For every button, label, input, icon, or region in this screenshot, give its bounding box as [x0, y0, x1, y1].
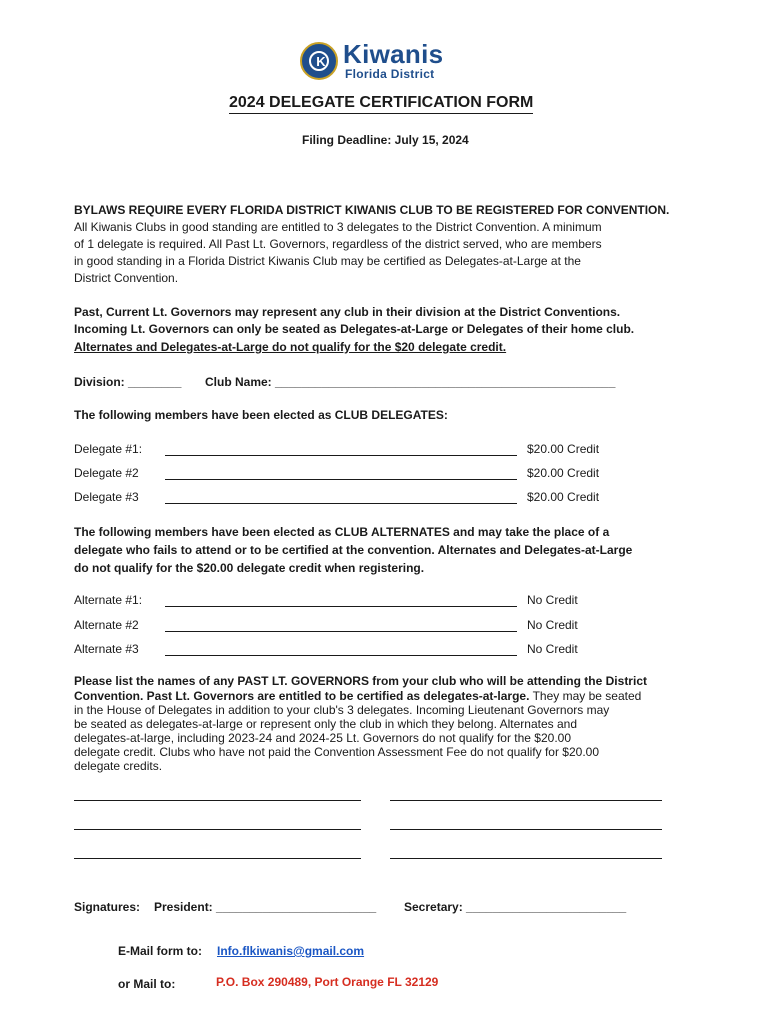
past-governors-line: delegate credit. Clubs who have not paid the Convention Assessment Fee do not qualify for $20.00 [74, 745, 599, 759]
past-governor-line-left-2[interactable] [74, 829, 361, 830]
bylaws-heading: BYLAWS REQUIRE EVERY FLORIDA DISTRICT KIWANIS CLUB TO BE REGISTERED FOR CONVENTION. [74, 203, 670, 217]
alternate-label: Alternate #1: [74, 593, 143, 607]
alternates-heading: delegate who fails to attend or to be certified at the convention. Alternates and Delegates-at-Large [74, 543, 633, 557]
past-governor-line-right-3[interactable] [390, 858, 662, 859]
kiwanis-emblem-icon [300, 42, 338, 80]
delegates-heading: The following members have been elected as CLUB DELEGATES: [74, 408, 448, 422]
logo-subtitle: Florida District [345, 67, 435, 81]
delegate-credit: $20.00 Credit [527, 466, 600, 480]
email-label: E-Mail form to: [118, 944, 202, 958]
filing-deadline: Filing Deadline: July 15, 2024 [302, 133, 469, 147]
emblem-letter: K [316, 54, 326, 69]
governors-line: Incoming Lt. Governors can only be seated as Delegates-at-Large or Delegates of their home club. [74, 322, 635, 336]
bylaws-line: District Convention. [74, 271, 179, 285]
delegate-credit: $20.00 Credit [527, 442, 600, 456]
bylaws-line: of 1 delegate is required. All Past Lt. Governors, regardless of the district served, who are members [74, 237, 602, 251]
delegate-credit: $20.00 Credit [527, 490, 600, 504]
past-governors-line [74, 689, 641, 703]
delegate-1-line[interactable] [165, 455, 517, 456]
signatures-label: Signatures: [74, 900, 141, 914]
form-title: 2024 DELEGATE CERTIFICATION FORM [229, 94, 533, 114]
mail-address: P.O. Box 290489, Port Orange FL 32129 [216, 975, 439, 989]
alternate-credit: No Credit [527, 642, 578, 656]
kiwanis-logo [300, 39, 470, 84]
past-governor-line-right-2[interactable] [390, 829, 662, 830]
past-governor-line-left-1[interactable] [74, 800, 361, 801]
past-governors-line: be seated as delegates-at-large or represent only the club in which they belong. Alternates and [74, 717, 577, 731]
alternate-label: Alternate #2 [74, 618, 139, 632]
logo-name: Kiwanis [343, 39, 444, 69]
alternate-label: Alternate #3 [74, 642, 139, 656]
past-governors-line: Please list the names of any PAST LT. GOVERNORS from your club who will be attending the District [74, 674, 647, 688]
delegate-label: Delegate #3 [74, 490, 139, 504]
secretary-signature-field[interactable]: Secretary: ________________________ [404, 900, 627, 914]
past-governor-line-right-1[interactable] [390, 800, 662, 801]
email-link[interactable]: Info.flkiwanis@gmail.com [217, 944, 365, 958]
club-name-field[interactable]: Club Name: ___________________________________________________ [205, 375, 616, 389]
past-governors-line: delegate credits. [74, 759, 163, 773]
delegate-label: Delegate #1: [74, 442, 143, 456]
delegate-label: Delegate #2 [74, 466, 139, 480]
mail-label: or Mail to: [118, 977, 176, 991]
delegate-2-line[interactable] [165, 479, 517, 480]
past-governors-bold: Convention. Past Lt. Governors are entitled to be certified as delegates-at-large. [74, 689, 530, 703]
bylaws-line: in good standing in a Florida District Kiwanis Club may be certified as Delegates-at-Large at the [74, 254, 581, 268]
bylaws-line: All Kiwanis Clubs in good standing are entitled to 3 delegates to the District Convention. A minimum [74, 220, 602, 234]
delegate-3-line[interactable] [165, 503, 517, 504]
alternate-2-line[interactable] [165, 631, 517, 632]
past-governors-normal: They may be seated [529, 689, 642, 703]
alternates-heading: do not qualify for the $20.00 delegate credit when registering. [74, 561, 425, 575]
alternates-heading: The following members have been elected as CLUB ALTERNATES and may take the place of a [74, 525, 610, 539]
division-field[interactable]: Division: ________ [74, 375, 182, 389]
president-signature-field[interactable]: President: ________________________ [154, 900, 377, 914]
alternate-3-line[interactable] [165, 655, 517, 656]
governors-line: Past, Current Lt. Governors may represent any club in their division at the District Conventions. [74, 305, 621, 319]
past-governor-line-left-3[interactable] [74, 858, 361, 859]
alternate-credit: No Credit [527, 618, 578, 632]
alternate-1-line[interactable] [165, 606, 517, 607]
governors-credit-note: Alternates and Delegates-at-Large do not qualify for the $20 delegate credit. [74, 340, 507, 354]
alternate-credit: No Credit [527, 593, 578, 607]
past-governors-line: delegates-at-large, including 2023-24 and 2024-25 Lt. Governors do not qualify for the $20.00 [74, 731, 572, 745]
past-governors-line: in the House of Delegates in addition to your club's 3 delegates. Incoming Lieutenant Governors may [74, 703, 610, 717]
